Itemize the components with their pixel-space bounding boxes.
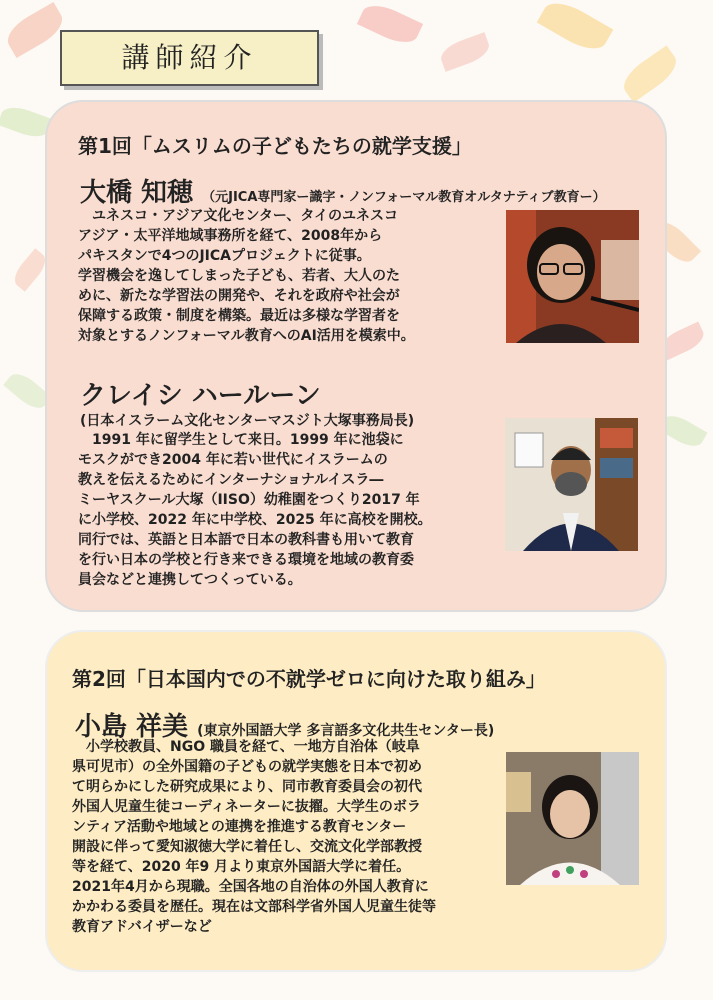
speaker-name-qureshi: クレイシ ハールーン [80,381,321,411]
speaker-affiliation: (東京外国語大学 多言語多文化共生センター長) [197,723,495,739]
leaf-decoration [2,2,69,58]
session1-title: 第1回「ムスリムの子どもたちの就学支援」 [78,134,472,158]
leaf-decoration [617,45,682,102]
speaker-photo-ohashi [506,210,639,343]
leaf-decoration [537,0,614,57]
leaf-decoration [437,32,492,72]
session2-title: 第2回「日本国内での不就学ゼロに向けた取り組み」 [72,667,546,691]
speaker-affiliation: （元JICA専門家ー識字・ノンフォーマル教育オルタナティブ教育ー） [202,190,606,205]
speaker-name: 大橋 知穂 [80,178,194,208]
person-photo-icon [505,418,638,551]
speaker-name-ohashi [80,172,606,209]
speaker-photo-qureshi [505,418,638,551]
speaker-affiliation-qureshi: (日本イスラーム文化センターマスジト大塚事務局長) [80,413,415,429]
speaker-name: 小島 祥美 [75,712,189,742]
speaker-bio-kojima: 小学校教員、NGO 職員を経て、一地方自治体（岐阜 県可児市）の全外国籍の子どもの就学実態を日本で初め て明らかにした研究成果により、同市教育委員会の初代 外国人児童生徒コーディネーターに抜擢。大学生のボラ ンティア活動や地域との連携を推進する教育センター 開設に伴って愛知淑徳大学に着任し、交流文化学部教授 等を経て、2020 年9 月より東京外国語大学に着任。 2021年4月から現職。全国各地の自治体の外国人教育に かかわる委員を歴任。現在は文部科学省外国人児童生徒等 教育アドバイザーなど [72,739,436,935]
leaf-decoration [357,0,423,49]
speaker-bio-qureshi: 1991 年に留学生として来日。1999 年に池袋に モスクができ2004 年に若い世代にイスラームの 教えを伝えるためにインターナショナルイスラ― ミーヤスクール大塚（IISO）幼稚園をつくり2017 年 に小学校、2022 年に中学校、2025 年に高校を開校。 同行では、英語と日本語で日本の教科書も用いて教育 を行い日本の学校と行き来できる環境を地域の教育委 員会などと連携してつくっている。 [78,432,432,588]
speaker-photo-kojima [506,752,639,885]
page-title: 講師紹介 [60,30,319,86]
speaker-bio-ohashi: ユネスコ・アジア文化センター、タイのユネスコ アジア・太平洋地域事務所を経て、2008年から パキスタンで4つのJICAプロジェクトに従事。 学習機会を逸してしまった子ども、若者、大人のた めに、新たな学習法の開発や、それを政府や社会が 保障する政策・制度を構築。最近は多様な学習者を 対象とするノンフォーマル教育へのAI活用を模索中。 [78,208,415,344]
person-photo-icon [506,210,639,343]
person-photo-icon [506,752,639,885]
